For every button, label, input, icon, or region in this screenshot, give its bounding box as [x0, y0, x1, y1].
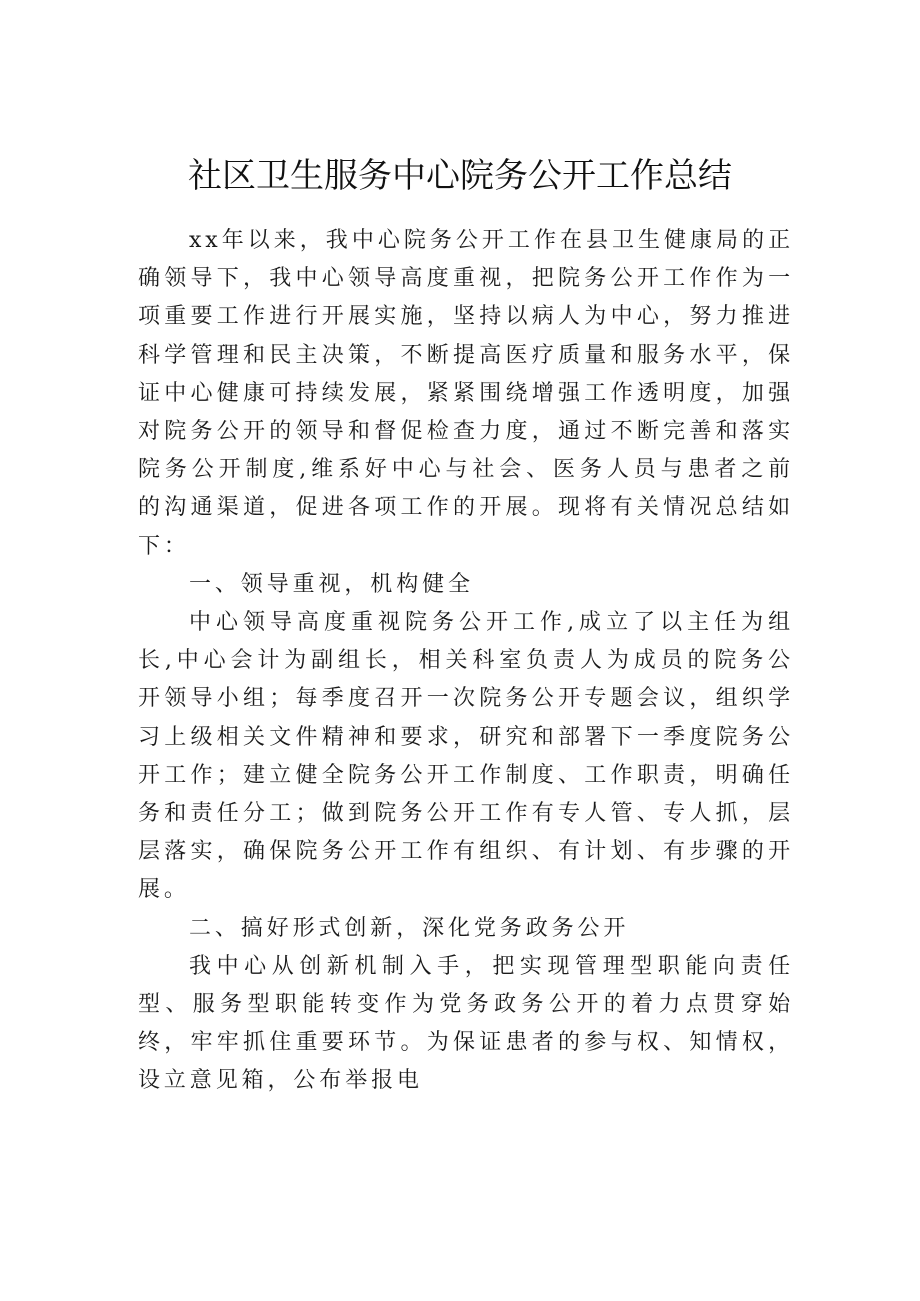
- section-heading-2: 二、搞好形式创新，深化党务政务公开: [189, 915, 630, 941]
- paragraph-section-2: 我中心从创新机制入手，把实现管理型职能向责任型、服务型职能转变作为党务政务公开的着力点贯穿始终，牢牢抓住重要环节。为保证患者的参与权、知情权，设立意见箱，公布举报电: [138, 953, 794, 1094]
- section-heading-1: 一、领导重视，机构健全: [189, 571, 474, 597]
- paragraph-intro: xx年以来，我中心院务公开工作在县卫生健康局的正确领导下，我中心领导高度重视，把院务公开工作作为一项重要工作进行开展实施，坚持以病人为中心，努力推进科学管理和民主决策，不断提高医疗质量和服务水平，保证中心健康可持续发展，紧紧围绕增强工作透明度，加强对院务公开的领导和督促检查力度，通过不断完善和落实院务公开制度,维系好中心与社会、医务人员与患者之前的沟通渠道，促进各项工作的开展。现将有关情况总结如下：: [138, 228, 794, 559]
- paragraph-section-1: 中心领导高度重视院务公开工作,成立了以主任为组长,中心会计为副组长，相关科室负责人为成员的院务公开领导小组；每季度召开一次院务公开专题会议，组织学习上级相关文件精神和要求，研究和部署下一季度院务公开工作；建立健全院务公开工作制度、工作职责，明确任务和责任分工；做到院务公开工作有专人管、专人抓，层层落实，确保院务公开工作有组织、有计划、有步骤的开展。: [138, 610, 794, 903]
- document-body: [138, 222, 794, 1101]
- document-title: 社区卫生服务中心院务公开工作总结: [188, 156, 732, 196]
